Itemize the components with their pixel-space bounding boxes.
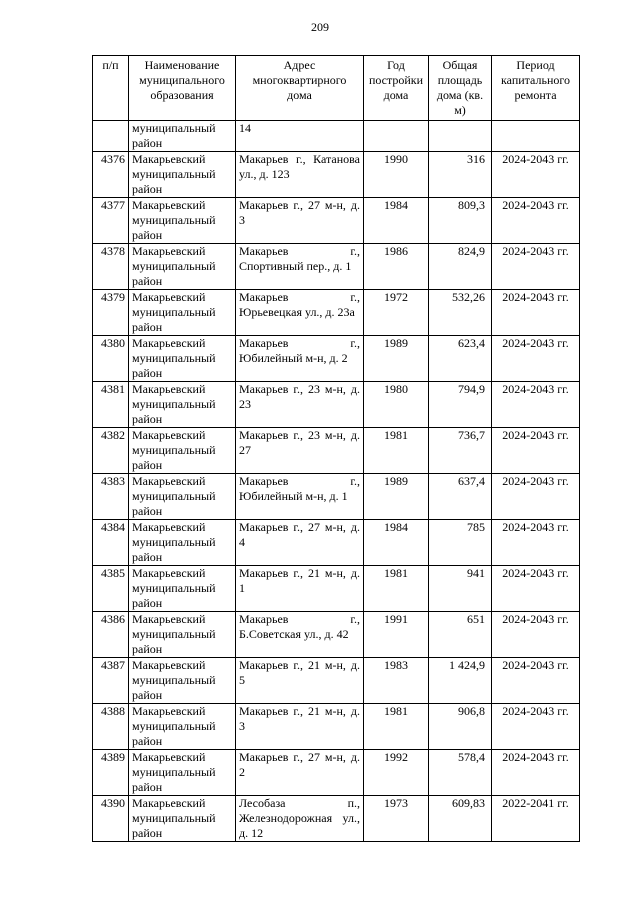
table-row: [93, 382, 580, 428]
cell-area: 316: [429, 152, 492, 198]
cell-num: 4376: [93, 152, 129, 198]
cell-municipality: Макарьевский муниципальный район: [129, 612, 236, 658]
cell-num: 4385: [93, 566, 129, 612]
cell-municipality: Макарьевский муниципальный район: [129, 244, 236, 290]
cell-municipality: Макарьевский муниципальный район: [129, 520, 236, 566]
cell-num: 4378: [93, 244, 129, 290]
cell-period: 2024-2043 гг.: [492, 428, 580, 474]
cell-period: 2024-2043 гг.: [492, 704, 580, 750]
page-number: 209: [311, 20, 329, 34]
cell-address: Макарьев г., 21 м-н, д. 5: [236, 658, 364, 704]
header-year: Год постройки дома: [364, 56, 429, 121]
cell-year: 1981: [364, 566, 429, 612]
cell-municipality: Макарьевский муниципальный район: [129, 198, 236, 244]
cell-year: 1989: [364, 474, 429, 520]
cell-area: 623,4: [429, 336, 492, 382]
cell-period: 2024-2043 гг.: [492, 474, 580, 520]
cell-municipality: Макарьевский муниципальный район: [129, 658, 236, 704]
cell-period: 2024-2043 гг.: [492, 152, 580, 198]
cell-area: 824,9: [429, 244, 492, 290]
cell-period: 2024-2043 гг.: [492, 198, 580, 244]
cell-municipality: муниципальный район: [129, 121, 236, 152]
cell-municipality: Макарьевский муниципальный район: [129, 336, 236, 382]
header-period: Период капитального ремонта: [492, 56, 580, 121]
table-row: [93, 750, 580, 796]
cell-period: 2024-2043 гг.: [492, 382, 580, 428]
cell-period: 2024-2043 гг.: [492, 612, 580, 658]
cell-year: 1991: [364, 612, 429, 658]
table-row: [93, 612, 580, 658]
housing-table: [92, 55, 580, 842]
cell-area: 651: [429, 612, 492, 658]
table-row: [93, 428, 580, 474]
cell-num: 4384: [93, 520, 129, 566]
cell-municipality: Макарьевский муниципальный район: [129, 382, 236, 428]
cell-area: [429, 121, 492, 152]
header-address: Адрес многоквартирного дома: [236, 56, 364, 121]
cell-year: 1973: [364, 796, 429, 842]
cell-year: 1981: [364, 428, 429, 474]
cell-address: Макарьев г., Юбилейный м-н, д. 1: [236, 474, 364, 520]
table-row-continuation: [93, 121, 580, 152]
cell-area: 906,8: [429, 704, 492, 750]
cell-address: Макарьев г., Катанова ул., д. 123: [236, 152, 364, 198]
cell-period: [492, 121, 580, 152]
table-row: [93, 520, 580, 566]
table-row: [93, 290, 580, 336]
cell-num: 4377: [93, 198, 129, 244]
cell-year: 1984: [364, 198, 429, 244]
header-num: п/п: [93, 56, 129, 121]
cell-year: 1989: [364, 336, 429, 382]
cell-address: Макарьев г., 23 м-н, д. 27: [236, 428, 364, 474]
cell-period: 2024-2043 гг.: [492, 566, 580, 612]
cell-num: 4388: [93, 704, 129, 750]
cell-address: Макарьев г., 23 м-н, д. 23: [236, 382, 364, 428]
cell-year: 1983: [364, 658, 429, 704]
cell-address: Макарьев г., 27 м-н, д. 3: [236, 198, 364, 244]
cell-year: 1986: [364, 244, 429, 290]
table-header-row: [93, 56, 580, 121]
cell-area: 1 424,9: [429, 658, 492, 704]
cell-num: [93, 121, 129, 152]
cell-year: 1992: [364, 750, 429, 796]
header-area: Общая площадь дома (кв. м): [429, 56, 492, 121]
table-row: [93, 566, 580, 612]
cell-area: 532,26: [429, 290, 492, 336]
cell-year: 1984: [364, 520, 429, 566]
table-row: [93, 244, 580, 290]
cell-address: Макарьев г., 21 м-н, д. 1: [236, 566, 364, 612]
cell-num: 4389: [93, 750, 129, 796]
table-row: [93, 474, 580, 520]
cell-area: 794,9: [429, 382, 492, 428]
cell-municipality: Макарьевский муниципальный район: [129, 474, 236, 520]
cell-num: 4379: [93, 290, 129, 336]
cell-period: 2024-2043 гг.: [492, 658, 580, 704]
cell-municipality: Макарьевский муниципальный район: [129, 750, 236, 796]
cell-municipality: Макарьевский муниципальный район: [129, 428, 236, 474]
cell-area: 785: [429, 520, 492, 566]
cell-year: 1980: [364, 382, 429, 428]
cell-year: 1990: [364, 152, 429, 198]
cell-municipality: Макарьевский муниципальный район: [129, 152, 236, 198]
cell-year: 1972: [364, 290, 429, 336]
cell-address: 14: [236, 121, 364, 152]
cell-municipality: Макарьевский муниципальный район: [129, 566, 236, 612]
cell-year: [364, 121, 429, 152]
cell-area: 609,83: [429, 796, 492, 842]
cell-num: 4381: [93, 382, 129, 428]
cell-address: Макарьев г., Юбилейный м-н, д. 2: [236, 336, 364, 382]
cell-area: 809,3: [429, 198, 492, 244]
cell-num: 4390: [93, 796, 129, 842]
cell-area: 637,4: [429, 474, 492, 520]
table-row: [93, 336, 580, 382]
cell-address: Макарьев г., 27 м-н, д. 4: [236, 520, 364, 566]
table-row: [93, 198, 580, 244]
cell-municipality: Макарьевский муниципальный район: [129, 704, 236, 750]
cell-period: 2022-2041 гг.: [492, 796, 580, 842]
cell-area: 736,7: [429, 428, 492, 474]
cell-address: Лесобаза п., Железнодорожная ул., д. 12: [236, 796, 364, 842]
cell-period: 2024-2043 гг.: [492, 290, 580, 336]
table-row: [93, 704, 580, 750]
cell-address: Макарьев г., Юрьевецкая ул., д. 23а: [236, 290, 364, 336]
cell-year: 1981: [364, 704, 429, 750]
table-row: [93, 796, 580, 842]
cell-num: 4383: [93, 474, 129, 520]
cell-area: 578,4: [429, 750, 492, 796]
table-row: [93, 658, 580, 704]
cell-period: 2024-2043 гг.: [492, 244, 580, 290]
cell-num: 4380: [93, 336, 129, 382]
cell-period: 2024-2043 гг.: [492, 520, 580, 566]
cell-address: Макарьев г., 27 м-н, д. 2: [236, 750, 364, 796]
cell-address: Макарьев г., 21 м-н, д. 3: [236, 704, 364, 750]
cell-address: Макарьев г., Спортивный пер., д. 1: [236, 244, 364, 290]
cell-municipality: Макарьевский муниципальный район: [129, 796, 236, 842]
cell-num: 4386: [93, 612, 129, 658]
cell-period: 2024-2043 гг.: [492, 750, 580, 796]
header-municipality: Наименование муниципального образования: [129, 56, 236, 121]
cell-municipality: Макарьевский муниципальный район: [129, 290, 236, 336]
cell-num: 4382: [93, 428, 129, 474]
cell-area: 941: [429, 566, 492, 612]
table-row: [93, 152, 580, 198]
cell-address: Макарьев г., Б.Советская ул., д. 42: [236, 612, 364, 658]
cell-num: 4387: [93, 658, 129, 704]
cell-period: 2024-2043 гг.: [492, 336, 580, 382]
